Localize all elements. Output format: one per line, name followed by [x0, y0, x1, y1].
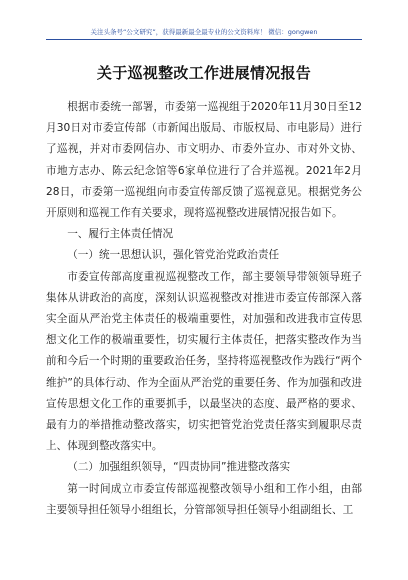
subsection-heading-1: （一）统一思想认识，强化管党治党政治责任 — [67, 249, 280, 262]
document-body — [46, 97, 362, 521]
section-heading-1: 一、履行主体责任情况 — [67, 228, 174, 241]
paragraph-body-2: 第一时间成立市委宣传部巡视整改领导小组和工作小组，由部主要领导担任领导小组组长，分管部领导担任领导小组副组长、工 — [46, 482, 362, 516]
subsection-heading-2: （二）加强组织领导，“四责协同”推进整改落实 — [67, 461, 291, 474]
document-title: 关于巡视整改工作进展情况报告 — [96, 64, 312, 82]
paragraph-body-1: 市委宣传部高度重视巡视整改工作，部主要领导带领领导班子集体从讲政治的高度，深刻认识巡视整改对推进市委宣传部深入落实全面从严治党主体责任的极端重要性，对加强和改进我市宣传思想文化工作的极端重要性，切实履行主体责任，把落实整改作为当前和今后一个时期的重要政治任务，坚持将巡视整改作为践行“两个维护”的具体行动、作为全面从严治党的重要任务、作为加强和改进宣传思想文化工作的重要抓手，以最坚决的态度、最严格的要求、最有力的举措推动整改落实，切实把管党治党责任落实到履职尽责上、体现到整改落实中。 — [46, 270, 362, 453]
paragraph-intro: 根据市委统一部署，市委第一巡视组于2020年11月30日至12月30日对市委宣传部（市新闻出版局、市版权局、市电影局）进行了巡视，并对市委网信办、市文明办、市委外宣办、市对外文协、市地方志办、陈云纪念馆等6家单位进行了合并巡视。2021年2月28日，市委第一巡视组向市委宣传部反馈了巡视意见。根据党务公开原则和巡视工作有关要求，现将巡视整改进展情况报告如下。 — [46, 101, 362, 220]
header-banner: 关注头条号“公文研究”，获得最新最全最专业的公文资料库！ 微信：gongwen — [90, 28, 318, 36]
header-rule — [46, 39, 362, 40]
